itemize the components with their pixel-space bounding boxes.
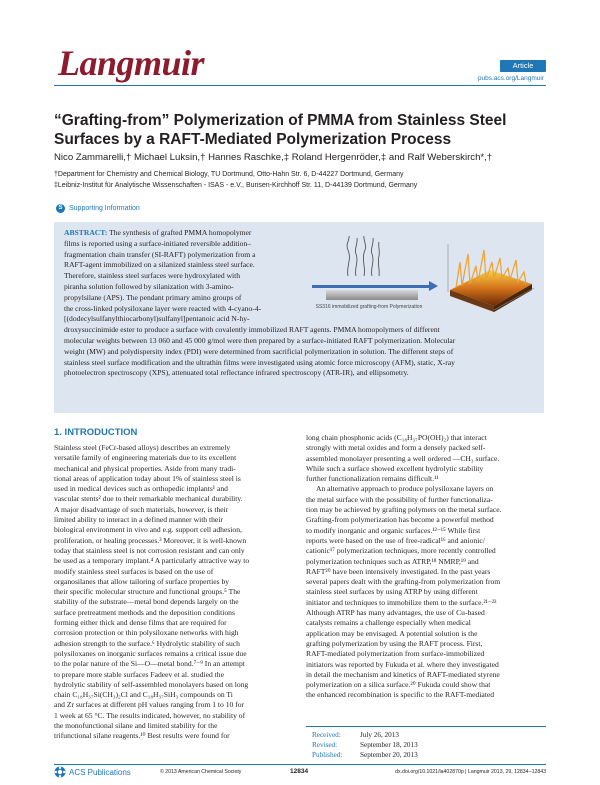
text-line: polysiloxanes on inorganic surfaces remains a critical issue due — [54, 648, 247, 658]
supporting-info-icon: S — [56, 204, 65, 213]
text-line: polymerization on a silica surface.²⁰ Fukuda could show that — [306, 680, 491, 690]
section-heading-introduction: 1. INTRODUCTION — [54, 427, 138, 438]
text-line: Although ATRP has many advantages, the use of Cu-based — [306, 608, 485, 618]
footer-divider — [54, 764, 546, 765]
text-line: assembled monolayer presenting a well ordered —CH₃ surface. — [306, 453, 500, 463]
journal-logo: Langmuir — [58, 43, 205, 83]
text-line: application may be envisaged. A potential solution is the — [306, 628, 478, 638]
text-line: stability of the substrate—metal bond depends largely on the — [54, 597, 239, 607]
text-line: tion may be achieved by grafting polymers on the metal surface. — [306, 505, 502, 515]
abstract-line: droxysuccinimide ester to produce a surface with covalently immobilized RAFT agents. PMMA homopolymers of different — [64, 325, 440, 335]
text-line: be used as a temporary implant.⁴ A particularly attractive way to — [54, 556, 250, 566]
text-line: modify stainless steel surfaces is based on the use of — [54, 566, 214, 576]
text-line: forming either thick and dense films that are required for — [54, 618, 227, 628]
author-list: Nico Zammarelli,† Michael Luksin,† Hannes Raschke,‡ Roland Hergenröder,‡ and Ralf Weberskirch*,† — [54, 152, 493, 163]
affiliation-1: †Department for Chemistry and Chemical Biology, TU Dortmund, Otto-Hahn Str. 6, D-44227 Dortmund, Germany — [54, 171, 404, 178]
acs-emblem-icon — [54, 766, 66, 778]
text-line: used in medical devices such as orthopedic implants¹ and — [54, 484, 228, 494]
introduction-text-left — [54, 443, 293, 742]
doi-citation[interactable]: dx.doi.org/10.1021/la402870p | Langmuir 2013, 29, 12834−12843 — [395, 769, 546, 775]
text-line: long chain phosphonic acids (C₁₈H₃₇PO(OH)₂) that interact — [306, 433, 487, 442]
text-line: to the polar nature of the Si—O—metal bond.⁷⁻⁹ In an attempt — [54, 659, 245, 669]
text-line: surface pretreatment methods and the deposition conditions — [54, 607, 235, 617]
text-line: the enhanced recombination is specific to the RAFT-mediated — [306, 690, 495, 700]
text-line: several papers dealt with the grafting-from polymerization from — [306, 577, 501, 587]
toc-caption: SS316 immobilized grafting-from Polymerization — [315, 304, 423, 310]
received-row — [306, 730, 546, 740]
text-line: further functionalization remains difficult.¹¹ — [306, 474, 439, 484]
abstract-line: ABSTRACT: The synthesis of grafted PMMA homopolymer — [64, 228, 252, 237]
text-line: limited ability to interact in a defined manner with their — [54, 515, 223, 525]
text-line: A major disadvantage of such materials, however, is their — [54, 504, 229, 514]
text-line: grafting polymerization by using the RAFT process. First, — [306, 638, 483, 648]
text-line: RAFT²⁰ have been intensively investigated. In the past years — [306, 566, 491, 576]
text-line: to modify inorganic and organic surfaces.¹²⁻¹⁵ While first — [306, 525, 481, 535]
abstract-line: stainless steel surface modification and the ultrathin films were investigated using atomic force microscopy (AFM), static, X-ray — [64, 357, 455, 367]
introduction-text-right — [306, 433, 546, 701]
text-line: Grafting-from polymerization has become a powerful method — [306, 515, 494, 525]
text-line: catalysts remains a challenge especially when medical — [306, 618, 471, 628]
text-line: and Zr surfaces at different pH values ranging from 1 to 10 for — [54, 700, 245, 710]
revised-label: Revised: — [312, 741, 338, 749]
left-column — [54, 427, 293, 742]
text-line: to prepare more stable surfaces Fadeev et al. studied the — [54, 669, 224, 679]
header-divider — [54, 85, 546, 86]
steel-surface-shape — [326, 290, 418, 300]
text-line: corrosion protection or thin polysiloxane networks with high — [54, 628, 239, 638]
toc-graphic — [302, 232, 538, 336]
text-line: biological environment in vivo and e.g. support cell adhesion, — [54, 525, 242, 535]
copyright-notice: © 2013 American Chemical Society — [160, 769, 242, 775]
abstract-line: the cross-linked polysiloxane layer were reacted with 4-cyano-4- — [64, 303, 262, 313]
publication-history — [306, 726, 546, 760]
text-line: tional areas of application today about 1% of stainless steel is — [54, 473, 241, 483]
abstract-line: Therefore, stainless steel surfaces were hydroxylated with — [64, 271, 241, 281]
text-line: polymerization techniques such as ATRP,¹⁸ NMRP,¹⁹ and — [306, 556, 479, 566]
abstract-line: propylsilane (APS). The pendant primary amino groups of — [64, 292, 242, 302]
afm-surface-image — [442, 232, 538, 318]
received-label: Received: — [312, 731, 341, 739]
acs-publications-logo[interactable] — [54, 766, 131, 778]
supporting-info-link[interactable] — [56, 204, 140, 213]
supporting-info-label: Supporting Information — [69, 205, 140, 212]
text-line: initiators was reported by Fukuda et al. where they investigated — [306, 659, 499, 669]
abstract-line: [(dodecylsulfanylthiocarbonyl)sulfanyl]pentanoic acid N-hy- — [64, 314, 250, 324]
revised-row — [306, 740, 546, 750]
article-title: “Grafting-from” Polymerization of PMMA from Stainless Steel Surfaces by a RAFT-Mediated Polymerization Process — [54, 112, 507, 148]
abstract-line: molecular weights between 13 060 and 45 000 g/mol were then prepared by a surface-initiated RAFT polymerization. Molecular — [64, 335, 456, 345]
abstract-line: piranha solution followed by silanization with 3-amino- — [64, 281, 234, 291]
abstract-line: weight (MW) and polydispersity index (PDI) were determined from sacrificial polymerization in solution. The different steps of — [64, 346, 454, 356]
published-date: September 20, 2013 — [360, 751, 418, 759]
page-number: 12834 — [290, 768, 309, 775]
text-line: their specific molecular structure and functional groups.⁵ The — [54, 587, 241, 597]
reaction-arrow — [312, 285, 430, 288]
article-type-badge: Article — [500, 60, 546, 72]
text-line: While such a surface showed excellent hydrolytic stability — [306, 463, 484, 473]
polymer-chains-icon — [342, 236, 382, 278]
journal-url-link[interactable]: pubs.acs.org/Langmuir — [477, 75, 544, 82]
abstract-line: fragmentation chain transfer (SI-RAFT) polymerization from a — [64, 249, 256, 259]
text-line: chain C₁₈H₃₇Si(CH₃)₂Cl and C₁₈H₃₇SiH₃ compounds on Ti — [54, 690, 233, 700]
abstract-line: films is reported using a surface-initiated reversible addition– — [64, 238, 252, 248]
right-column — [306, 433, 546, 701]
text-line: trifunctional silane reagents.¹⁰ Best results were found for — [54, 731, 230, 741]
text-line: stainless steel surfaces by using ATRP by using different — [306, 587, 478, 597]
text-line: initiator and techniques to immobilize them to the surface.²¹⁻²³ — [306, 597, 497, 607]
affiliation-2: ‡Leibniz-Institut für Analytische Wissenschaften - ISAS - e.V., Bunsen-Kirchhoff Str. 11, D-44139 Dortmund, Germany — [54, 182, 418, 189]
abstract-line: RAFT-agent immobilized on a silanized stainless steel surface. — [64, 260, 255, 270]
text-line: adhesion strength to the surface.⁶ Hydrolytic stability of such — [54, 638, 240, 648]
text-line: RAFT-mediated polymerization from surface-immobilized — [306, 649, 485, 659]
text-line: cationic¹⁷ polymerization techniques, more recently controlled — [306, 546, 496, 556]
text-line: organosilanes that allow tailoring of surface properties by — [54, 576, 230, 586]
text-line: Stainless steel (FeCr-based alloys) describes an extremely — [54, 443, 231, 452]
text-line: versatile family of engineering materials due to its excellent — [54, 453, 237, 463]
text-line: in detail the mechanism and kinetics of RAFT-mediated styrene — [306, 669, 500, 679]
published-label: Published: — [312, 751, 343, 759]
text-line: the metal surface with the possibility of further functionaliza- — [306, 494, 493, 504]
text-line: hydrolytic stability of self-assembled monolayers based on long — [54, 679, 249, 689]
text-line: today that stainless steel is not corrosion resistant and can only — [54, 545, 245, 555]
revised-date: September 18, 2013 — [360, 741, 418, 749]
publisher-name: ACS Publications — [69, 767, 131, 777]
received-date: July 26, 2013 — [360, 731, 399, 739]
text-line: vascular stents² due to their remarkable mechanical durability. — [54, 494, 243, 504]
text-line: the monofunctional silane and limited stability for the — [54, 721, 218, 731]
published-row — [306, 750, 546, 760]
text-line: An alternative approach to produce polysiloxane layers on — [316, 484, 494, 494]
text-line: mechanical and physical properties. Aside from many tradi- — [54, 463, 236, 473]
text-line: strongly with metal oxides and form a densely packed self- — [306, 443, 486, 453]
abstract-line: photoelectron spectroscopy (XPS), attenuated total reflectance infrared spectroscopy (ATR-IR), and ellipsometry. — [64, 368, 409, 378]
text-line: reports were based on the use of free-radical¹⁶ and anionic/ — [306, 535, 485, 545]
text-line: proliferation, or healing processes.³ Moreover, it is well-known — [54, 535, 247, 545]
text-line: 1 week at 65 °C. The results indicated, however, no stability of — [54, 710, 246, 720]
abstract-label: ABSTRACT: — [64, 228, 108, 237]
